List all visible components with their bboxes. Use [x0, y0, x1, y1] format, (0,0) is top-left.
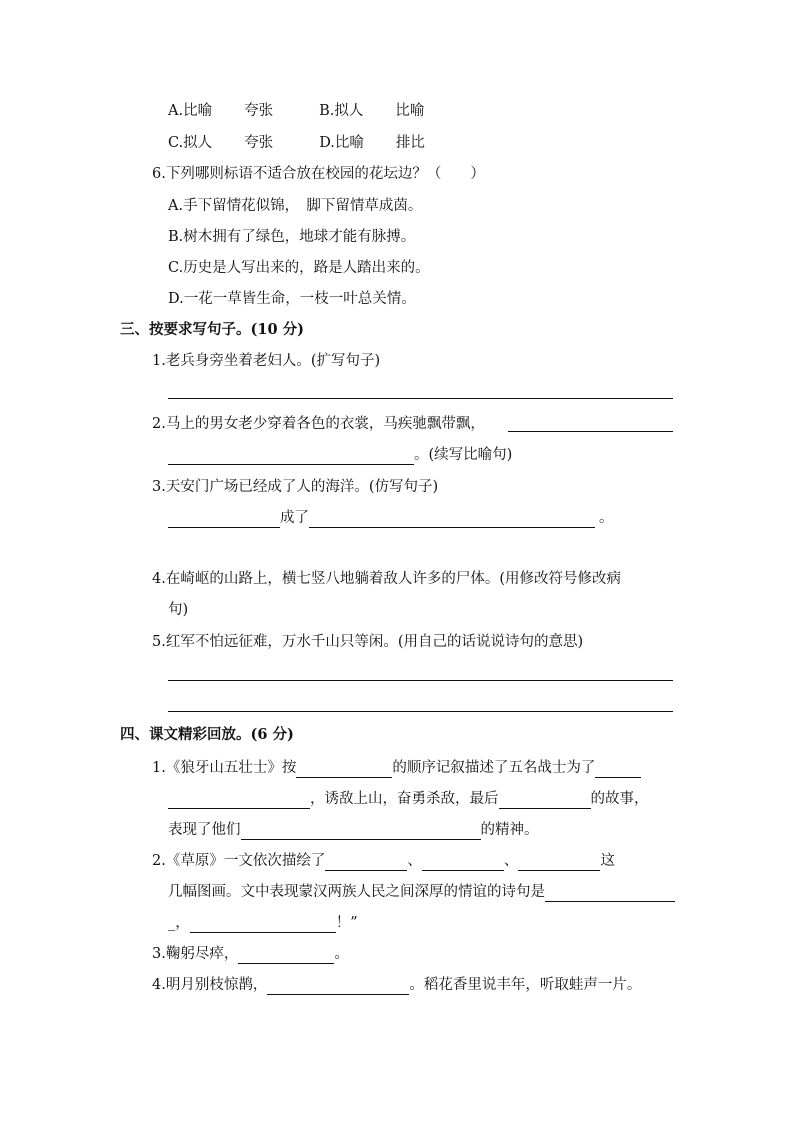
q5-option-c-second: 夸张: [244, 135, 274, 151]
s3-q3-prompt: 3.天安门广场已经成了人的海洋。(仿写句子): [152, 479, 439, 495]
s4-q2-blank-1[interactable]: [325, 854, 407, 871]
q5-option-d-second: 排比: [395, 135, 425, 151]
s4-q1-line1: [152, 758, 641, 778]
s4-q2-text-a: 2.《草原》一文依次描绘了: [152, 853, 326, 869]
s4-q1-text-a: 1.《狼牙山五壮士》按: [152, 760, 297, 776]
s4-q2-line2: [168, 882, 675, 902]
s3-q4-line2: 句): [168, 602, 189, 618]
s4-q1-text-f: 的精神。: [480, 822, 539, 838]
s4-q2-blank-3[interactable]: [518, 854, 600, 871]
s3-q3-blank-1[interactable]: [168, 511, 280, 528]
s4-q3-text-a: 3.鞠躬尽瘁，: [152, 946, 239, 962]
q5-option-row-cd: [168, 133, 425, 153]
q5-option-c: C.拟人: [168, 135, 213, 151]
s3-q1-prompt: 1.老兵身旁坐着老妇人。(扩写句子): [152, 353, 381, 369]
s4-q4-text-b: 。稻花香里说丰年，听取蛙声一片。: [409, 977, 642, 993]
s4-q1-text-b: 的顺序记叙描述了五名战士为了: [392, 760, 596, 776]
s3-q5-answer-line-2[interactable]: [168, 711, 673, 712]
s4-q2-blank-4[interactable]: [545, 885, 675, 902]
section-4-heading: 四、课文精彩回放。(6 分): [120, 726, 294, 743]
s4-q2-text-c: 几幅图画。文中表现蒙汉两族人民之间深厚的情谊的诗句是: [168, 884, 545, 900]
s4-q1-blank-1[interactable]: [296, 761, 392, 778]
s3-q3-mid: 成了: [280, 510, 309, 526]
s4-q2-line3: [168, 913, 358, 933]
s4-q1-line3: [168, 820, 539, 840]
s4-q1-blank-4[interactable]: [241, 823, 481, 840]
s4-q2-sep-2: 、: [503, 853, 519, 869]
q5-option-b: B.拟人: [319, 103, 364, 119]
q6-option-a: A.手下留情花似锦， 脚下留情草成茵。: [168, 198, 423, 214]
s4-q1-text-e: 表现了他们: [168, 822, 241, 838]
q5-option-row-ab: [168, 101, 424, 121]
q5-option-d: D.比喻: [319, 135, 364, 151]
s3-q3-end: 。: [599, 510, 614, 526]
s3-q2-answer-line-1[interactable]: [508, 431, 673, 432]
q5-option-b-second: 比喻: [395, 103, 425, 119]
s3-q2-answer-line-2[interactable]: [168, 448, 414, 465]
q6-stem: 6.下列哪则标语不适合放在校园的花坛边？（ ）: [152, 166, 485, 182]
s4-q2-line1: [152, 851, 615, 871]
s4-q2-text-e: ！”: [335, 915, 358, 931]
section-3-heading: 三、按要求写句子。(10 分): [120, 321, 304, 338]
s4-q4-line: [152, 975, 641, 995]
s4-q1-blank-2-cont[interactable]: [168, 792, 310, 809]
s4-q2-sep-1: 、: [407, 853, 422, 869]
s3-q2-line1: [152, 414, 485, 434]
q5-option-a: A.比喻: [168, 103, 213, 119]
s4-q4-blank[interactable]: [267, 978, 409, 995]
s4-q2-text-b: 这: [600, 853, 615, 869]
q5-option-a-second: 夸张: [244, 103, 274, 119]
s4-q1-text-c: ，诱敌上山，奋勇杀敌，最后: [310, 791, 499, 807]
s4-q3-text-b: 。: [334, 946, 349, 962]
s4-q2-blank-5[interactable]: [190, 916, 336, 933]
s3-q3-blank-2[interactable]: [309, 511, 595, 528]
s3-q1-answer-line[interactable]: [168, 398, 673, 399]
s4-q2-text-d: _，: [168, 915, 190, 931]
s3-q4-line1: 4.在崎岖的山路上，横七竖八地躺着敌人许多的尸体。(用修改符号修改病: [152, 571, 621, 587]
s4-q1-line2: [168, 789, 649, 809]
s3-q3-answer-row: [168, 508, 614, 528]
s3-q2-line2: [168, 445, 512, 465]
s3-q5-answer-line-1[interactable]: [168, 680, 673, 681]
q6-option-b: B.树木拥有了绿色，地球才能有脉搏。: [168, 229, 416, 245]
q6-option-d: D.一花一草皆生命，一枝一叶总关情。: [168, 291, 416, 307]
s4-q1-blank-2[interactable]: [595, 761, 641, 778]
q6-option-c: C.历史是人写出来的，路是人踏出来的。: [168, 260, 430, 276]
s3-q2-suffix: 。(续写比喻句): [414, 447, 513, 463]
s4-q1-blank-3[interactable]: [499, 792, 591, 809]
s4-q4-text-a: 4.明月别枝惊鹊，: [152, 977, 268, 993]
s4-q3-line: [152, 944, 349, 964]
s4-q3-blank[interactable]: [238, 947, 334, 964]
s3-q2-prompt: 2.马上的男女老少穿着各色的衣裳，马疾驰飘带飘，: [152, 416, 485, 432]
s3-q5-prompt: 5.红军不怕远征难，万水千山只等闲。(用自己的话说说诗句的意思): [152, 634, 584, 650]
s4-q1-text-d: 的故事，: [590, 791, 649, 807]
s4-q2-blank-2[interactable]: [422, 854, 504, 871]
